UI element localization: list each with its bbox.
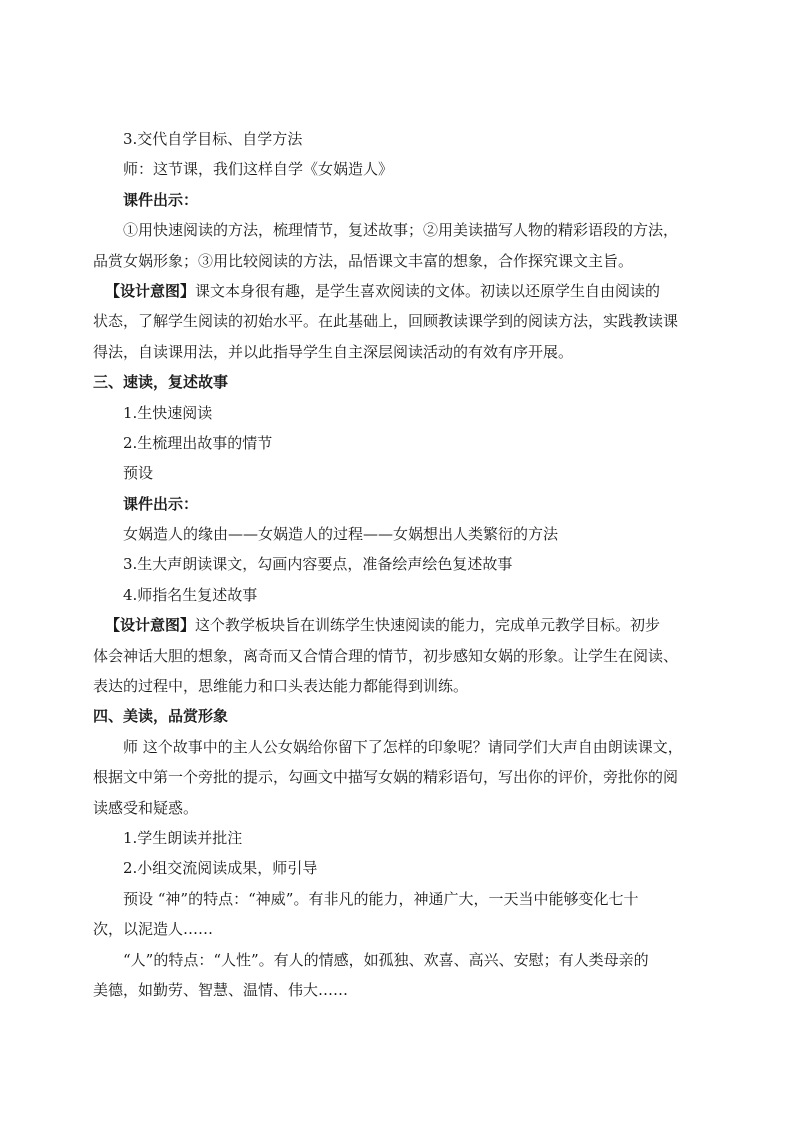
preset-human-line-1: “人”的特点：“人性”。有人的情感，如孤独、欢喜、高兴、安慰；有人类母亲的 [123, 950, 649, 969]
preset-god-line-1: 预设 “神”的特点：“神威”。有非凡的能力，神通广大，一天当中能够变化七十 [123, 889, 639, 908]
teacher-question-line-1: 师 这个故事中的主人公女娲给你留下了怎样的印象呢？请同学们大声自由朗读课文， [123, 737, 683, 756]
section-4-step-1: 1.学生朗读并批注 [123, 828, 243, 847]
section-4-step-2: 2.小组交流阅读成果，师引导 [123, 859, 318, 878]
design-intent-text-2: 这个教学板块旨在训练学生快速阅读的能力，完成单元教学目标。初步 [195, 616, 661, 635]
method-line-1: ①用快速阅读的方法，梳理情节，复述故事；②用美读描写人物的精彩语段的方法， [123, 221, 679, 240]
step-3-line: 3.交代自学目标、自学方法 [123, 130, 303, 148]
design-intent-1-line-2: 状态，了解学生阅读的初始水平。在此基础上，回顾教读课学到的阅读方法，实践教读课 [93, 312, 679, 331]
courseware-label-2: 课件出示： [123, 494, 199, 513]
plot-line: 女娲造人的缘由——女娲造人的过程——女娲想出人类繁衍的方法 [123, 525, 559, 544]
section-3-step-2: 2.生梳理出故事的情节 [123, 433, 273, 452]
section-3-step-3: 3.生大声朗读课文，勾画内容要点，准备绘声绘色复述故事 [123, 555, 513, 574]
design-intent-2-line-3: 表达的过程中，思维能力和口头表达能力都能得到训练。 [93, 677, 469, 696]
design-intent-1-line-3: 得法，自读课用法，并以此指导学生自主深层阅读活动的有效有序开展。 [93, 342, 574, 361]
section-3-step-4: 4.师指名生复述故事 [123, 585, 258, 604]
teacher-question-line-2: 根据文中第一个旁批的提示，勾画文中描写女娲的精彩语句，写出你的评价，旁批你的阅 [93, 768, 679, 787]
design-intent-2-line-1 [93, 610, 721, 640]
design-intent-1-line-1 [93, 276, 721, 306]
document-body [93, 124, 721, 1005]
preset-human-line-2: 美德，如勤劳、智慧、温情、伟大…… [93, 980, 349, 999]
design-intent-2-line-2: 体会神话大胆的想象，离奇而又合情合理的情节，初步感知女娲的形象。让学生在阅读、 [93, 646, 679, 665]
preset-label: 预设 [123, 464, 154, 483]
design-intent-label-2: 【设计意图】 [105, 616, 196, 635]
method-line-2: 品赏女娲形象；③用比较阅读的方法，品悟课文丰富的想象，合作探究课文主旨。 [93, 251, 634, 270]
design-intent-text: 课文本身很有趣，是学生喜欢阅读的文体。初读以还原学生自由阅读的 [195, 281, 661, 300]
section-3-step-1: 1.生快速阅读 [123, 403, 213, 422]
courseware-label: 课件出示： [123, 190, 199, 209]
section-4-heading: 四、美读，品赏形象 [93, 707, 229, 726]
design-intent-label: 【设计意图】 [105, 281, 196, 300]
teacher-line: 师：这节课，我们这样自学《女娲造人》 [123, 160, 394, 179]
section-3-heading: 三、速读，复述故事 [93, 373, 229, 392]
teacher-question-line-3: 读感受和疑惑。 [93, 798, 199, 817]
preset-god-line-2: 次，以泥造人…… [93, 920, 214, 939]
